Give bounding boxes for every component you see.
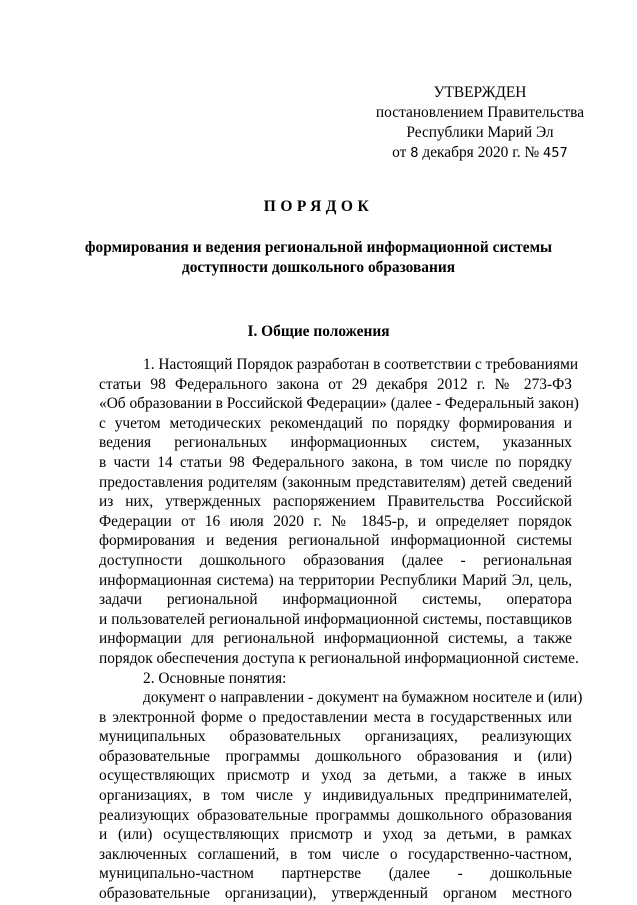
body-line: в части 14 статьи 98 Федерального закона, в том числе по порядку (99, 453, 572, 471)
approved-label: УТВЕРЖДЕН (433, 84, 527, 101)
body-line: статьи 98 Федерального закона от 29 декабря 2012 г. № 273-ФЗ (99, 375, 572, 393)
approval-month-year: декабря 2020 г. № (422, 144, 540, 161)
body-line: образовательные организации), утвержденный органом местного (99, 885, 572, 903)
approval-number: 457 (543, 146, 568, 161)
approval-date-line (360, 143, 600, 164)
approval-stamp (360, 83, 600, 164)
republic-line: Республики Марий Эл (406, 124, 554, 141)
body-line: ведения региональных информационных систем, указанных (99, 434, 572, 452)
subtitle-line: формирования и ведения региональной информационной системы (84, 239, 553, 256)
body-line: в электронной форме о предоставлении места в государственных или (99, 708, 572, 726)
body-line: с учетом методических рекомендаций по порядку формирования и (99, 414, 572, 432)
body-line: доступности дошкольного образования (далее - региональная (99, 551, 572, 569)
body-text (99, 355, 583, 904)
document-title: ПОРЯДОК (263, 198, 374, 215)
body-line: и пользователей региональной информационной системы, поставщиков (99, 610, 572, 628)
approval-day: 8 (410, 146, 419, 161)
date-prefix: от (392, 144, 407, 161)
body-line: «Об образовании в Российской Федерации» (далее - Федеральный закон) (99, 395, 579, 413)
body-line: и (или) осуществляющих присмотр и уход за детьми, в рамках (99, 826, 572, 844)
body-line: задачи региональной информационной системы, оператора (99, 591, 572, 609)
body-line: из них, утвержденных распоряжением Правительства Российской (99, 493, 572, 511)
subtitle-line: доступности дошкольного образования (181, 259, 456, 276)
body-line: осуществляющих присмотр и уход за детьми, а также в иных (99, 767, 572, 785)
body-line: предоставления родителям (законным представителям) детей сведений (99, 473, 572, 491)
body-line: Федерации от 16 июля 2020 г. № 1845-р, и определяет порядок (99, 512, 572, 530)
body-line: организациях, в том числе у индивидуальных предпринимателей, (99, 787, 572, 805)
body-line: информационная система) на территории Республики Марий Эл, цель, (99, 571, 572, 589)
body-line: 1. Настоящий Порядок разработан в соответствии с требованиями (143, 356, 579, 373)
body-line: информации для региональной информационной системы, а также (99, 630, 572, 648)
approved-by-line: постановлением Правительства (375, 104, 585, 121)
body-line: реализующих образовательные программы дошкольного образования (99, 806, 572, 824)
body-line: муниципально-частном партнерстве (далее - дошкольные (99, 865, 572, 883)
body-line: документ о направлении - документ на бумажном носителе и (или) (143, 689, 583, 707)
body-line: муниципальных образовательных организациях, реализующих (99, 728, 572, 746)
body-line: 2. Основные понятия: (143, 669, 287, 687)
body-line: порядок обеспечения доступа к региональной информационной системе. (99, 649, 579, 667)
document-subtitle (60, 238, 577, 278)
body-line: формирования и ведения региональной информационной системы (99, 532, 572, 550)
body-line: образовательные программы дошкольного образования и (или) (99, 747, 572, 765)
body-line: заключенных соглашений, в том числе о государственно-частном, (99, 845, 572, 863)
section-heading: I. Общие положения (247, 323, 390, 340)
